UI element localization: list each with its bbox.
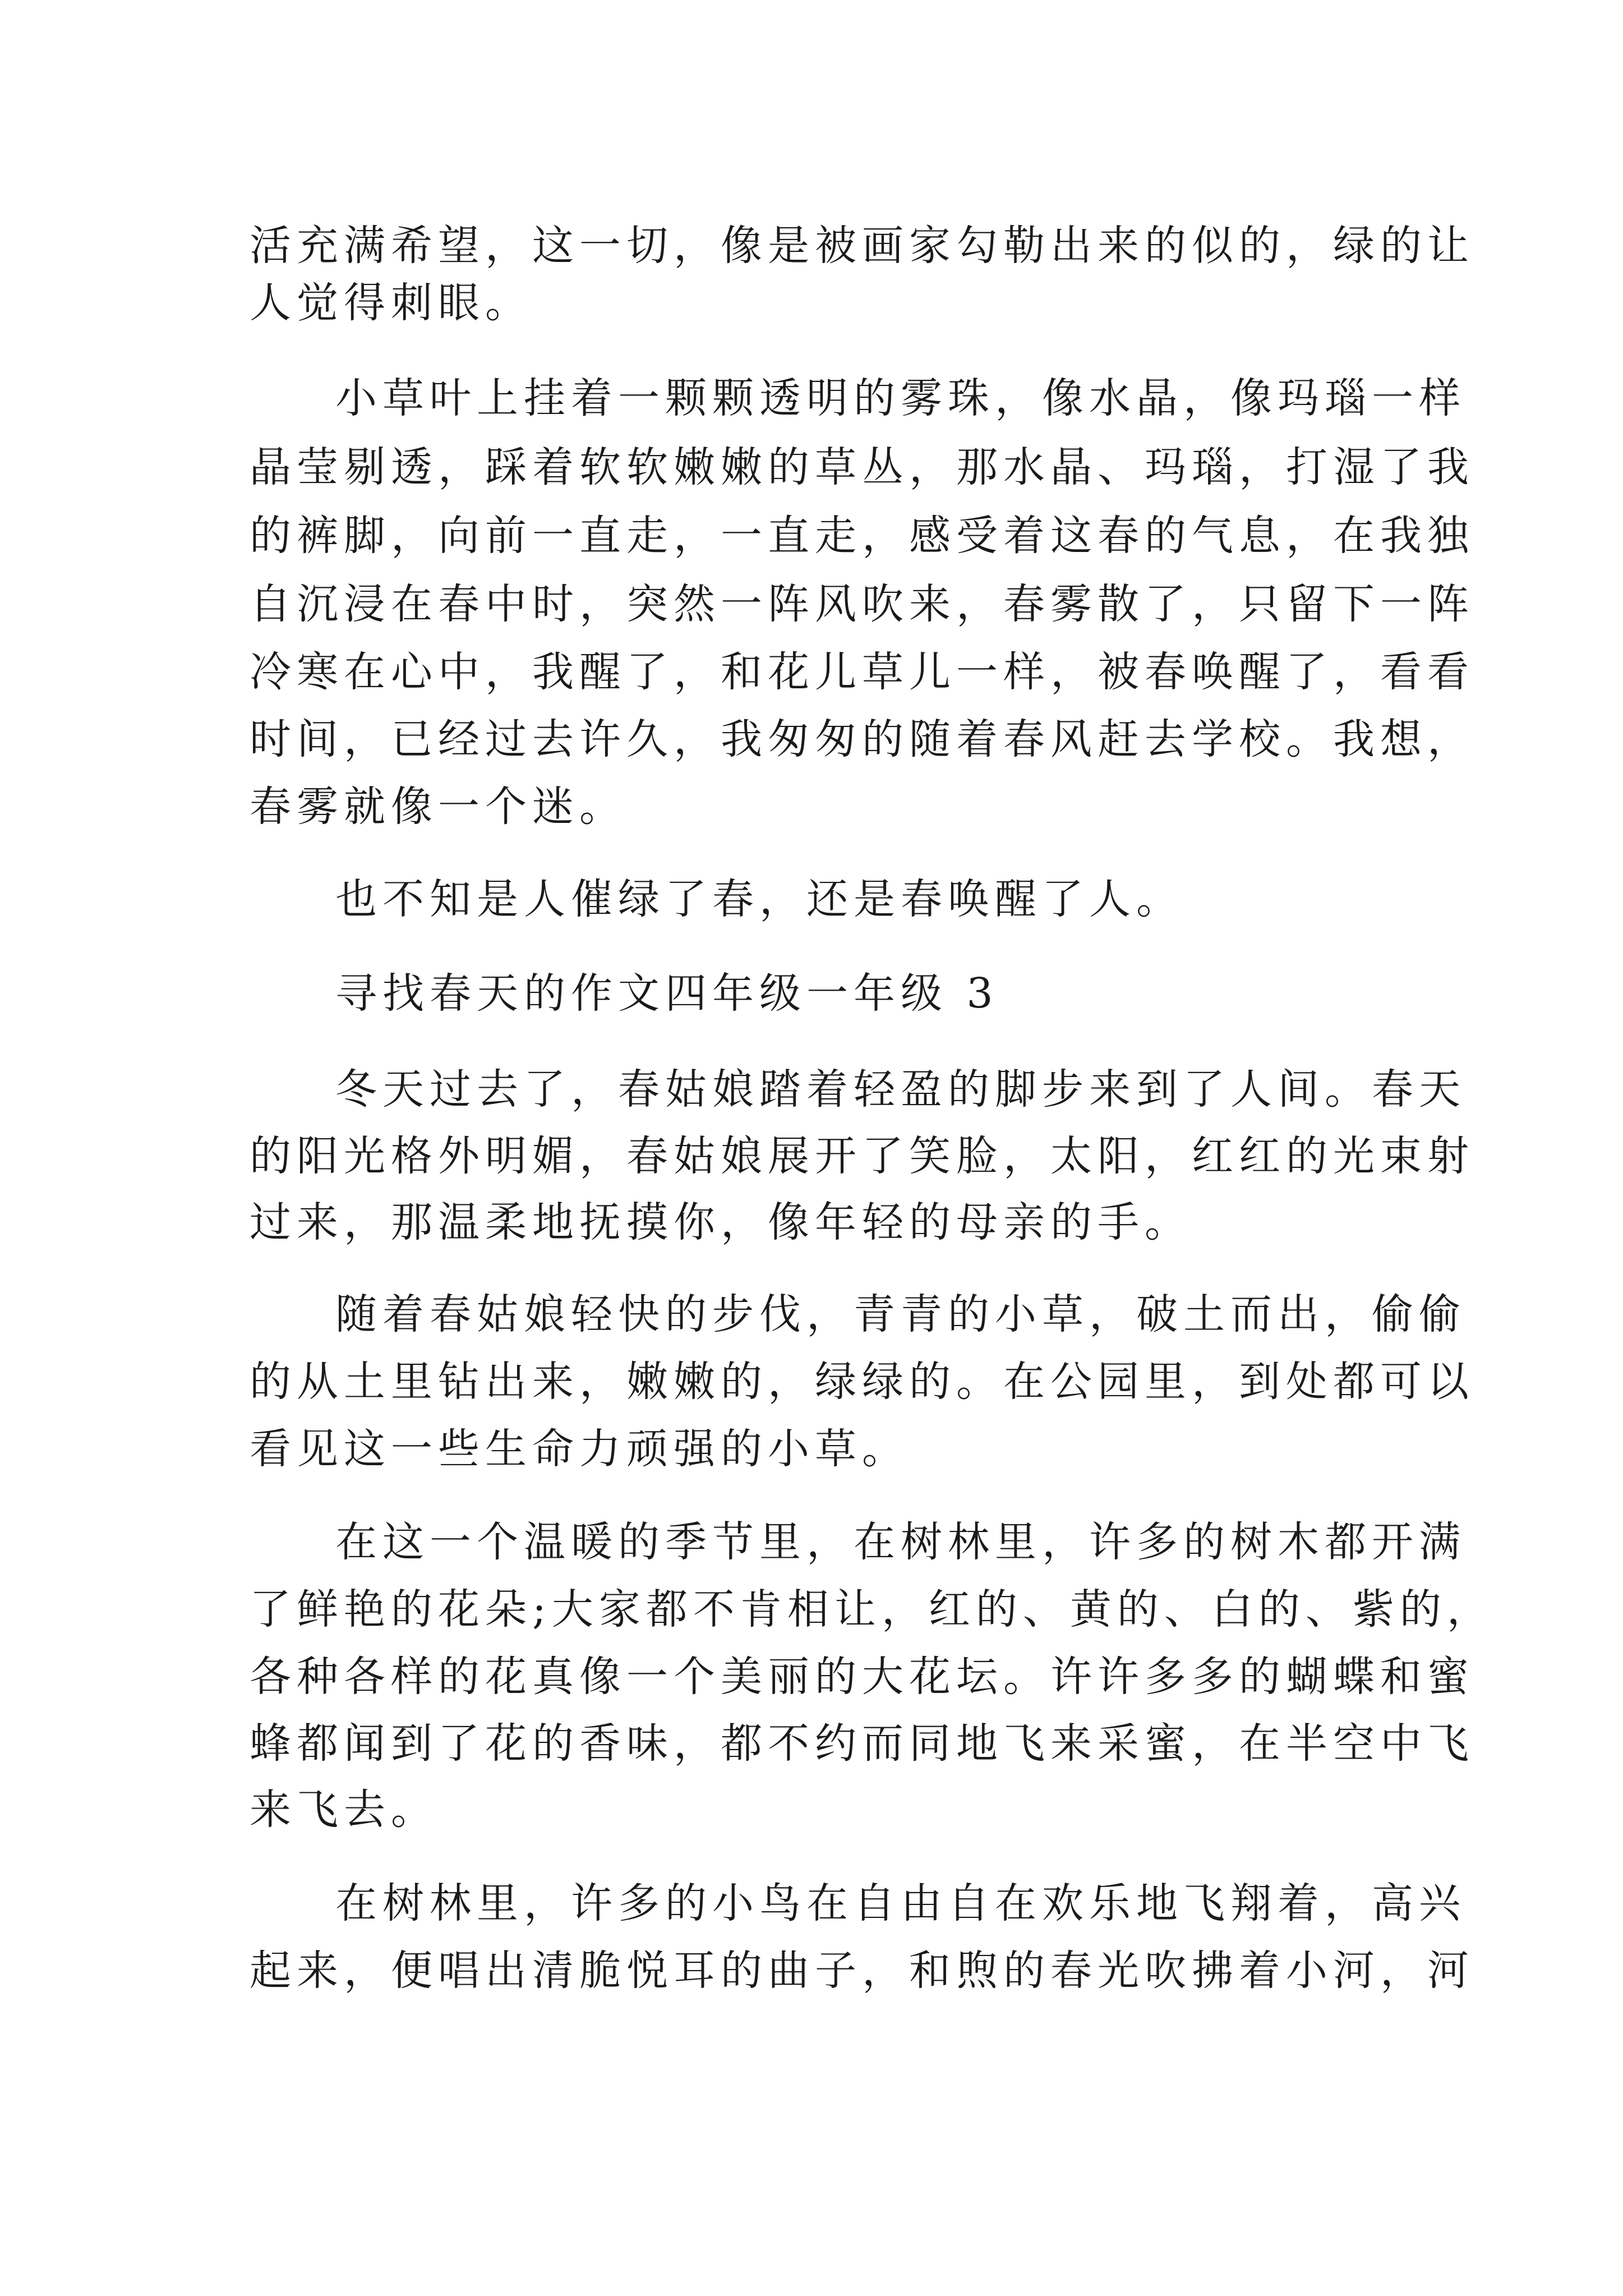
- paragraph-first-line: 随着春姑娘轻快的步伐，青青的小草，破土而出，偷偷: [335, 1290, 1466, 1338]
- text-line: 晶莹剔透，踩着软软嫩嫩的草丛，那水晶、玛瑙，打湿了我: [250, 443, 1474, 491]
- paragraph-first-line: 在这一个温暖的季节里，在树林里，许多的树木都开满: [335, 1518, 1466, 1566]
- text-line: 冷寒在心中，我醒了，和花儿草儿一样，被春唤醒了，看看: [250, 648, 1474, 696]
- text-line: 人觉得刺眼。: [250, 279, 532, 327]
- text-line: 时间，已经过去许久，我匆匆的随着春风赶去学校。我想，: [250, 715, 1474, 763]
- paragraph-first-line: 小草叶上挂着一颗颗透明的雾珠，像水晶，像玛瑙一样: [335, 374, 1466, 422]
- text-line: 春雾就像一个迷。: [250, 783, 626, 831]
- text-line: 活充满希望，这一切，像是被画家勾勒出来的似的，绿的让: [250, 222, 1474, 270]
- text-line: 自沉浸在春中时，突然一阵风吹来，春雾散了，只留下一阵: [250, 580, 1474, 628]
- text-line: 来飞去。: [250, 1786, 438, 1834]
- paragraph-first-line: 在树林里，许多的小鸟在自由自在欢乐地飞翔着，高兴: [335, 1879, 1466, 1927]
- text-line: 的阳光格外明媚，春姑娘展开了笑脸，太阳，红红的光束射: [250, 1132, 1474, 1180]
- text-line: 看见这一些生命力顽强的小草。: [250, 1425, 909, 1473]
- text-line: 过来，那温柔地抚摸你，像年轻的母亲的手。: [250, 1198, 1192, 1246]
- text-line: 蜂都闻到了花的香味，都不约而同地飞来采蜜，在半空中飞: [250, 1719, 1474, 1768]
- text-line: 的裤脚，向前一直走，一直走，感受着这春的气息，在我独: [250, 512, 1474, 560]
- text-line: 各种各样的花真像一个美丽的大花坛。许许多多的蝴蝶和蜜: [250, 1653, 1474, 1701]
- paragraph-first-line: 也不知是人催绿了春，还是春唤醒了人。: [335, 875, 1183, 923]
- text-line: 起来，便唱出清脆悦耳的曲子，和煦的春光吹拂着小河，河: [250, 1947, 1474, 1995]
- text-line: 了鲜艳的花朵;大家都不肯相让，红的、黄的、白的、紫的，: [250, 1585, 1494, 1634]
- text-line: 的从土里钻出来，嫩嫩的，绿绿的。在公园里，到处都可以: [250, 1358, 1474, 1406]
- section-heading: 寻找春天的作文四年级一年级 3: [335, 969, 999, 1018]
- paragraph-first-line: 冬天过去了，春姑娘踏着轻盈的脚步来到了人间。春天: [335, 1065, 1466, 1114]
